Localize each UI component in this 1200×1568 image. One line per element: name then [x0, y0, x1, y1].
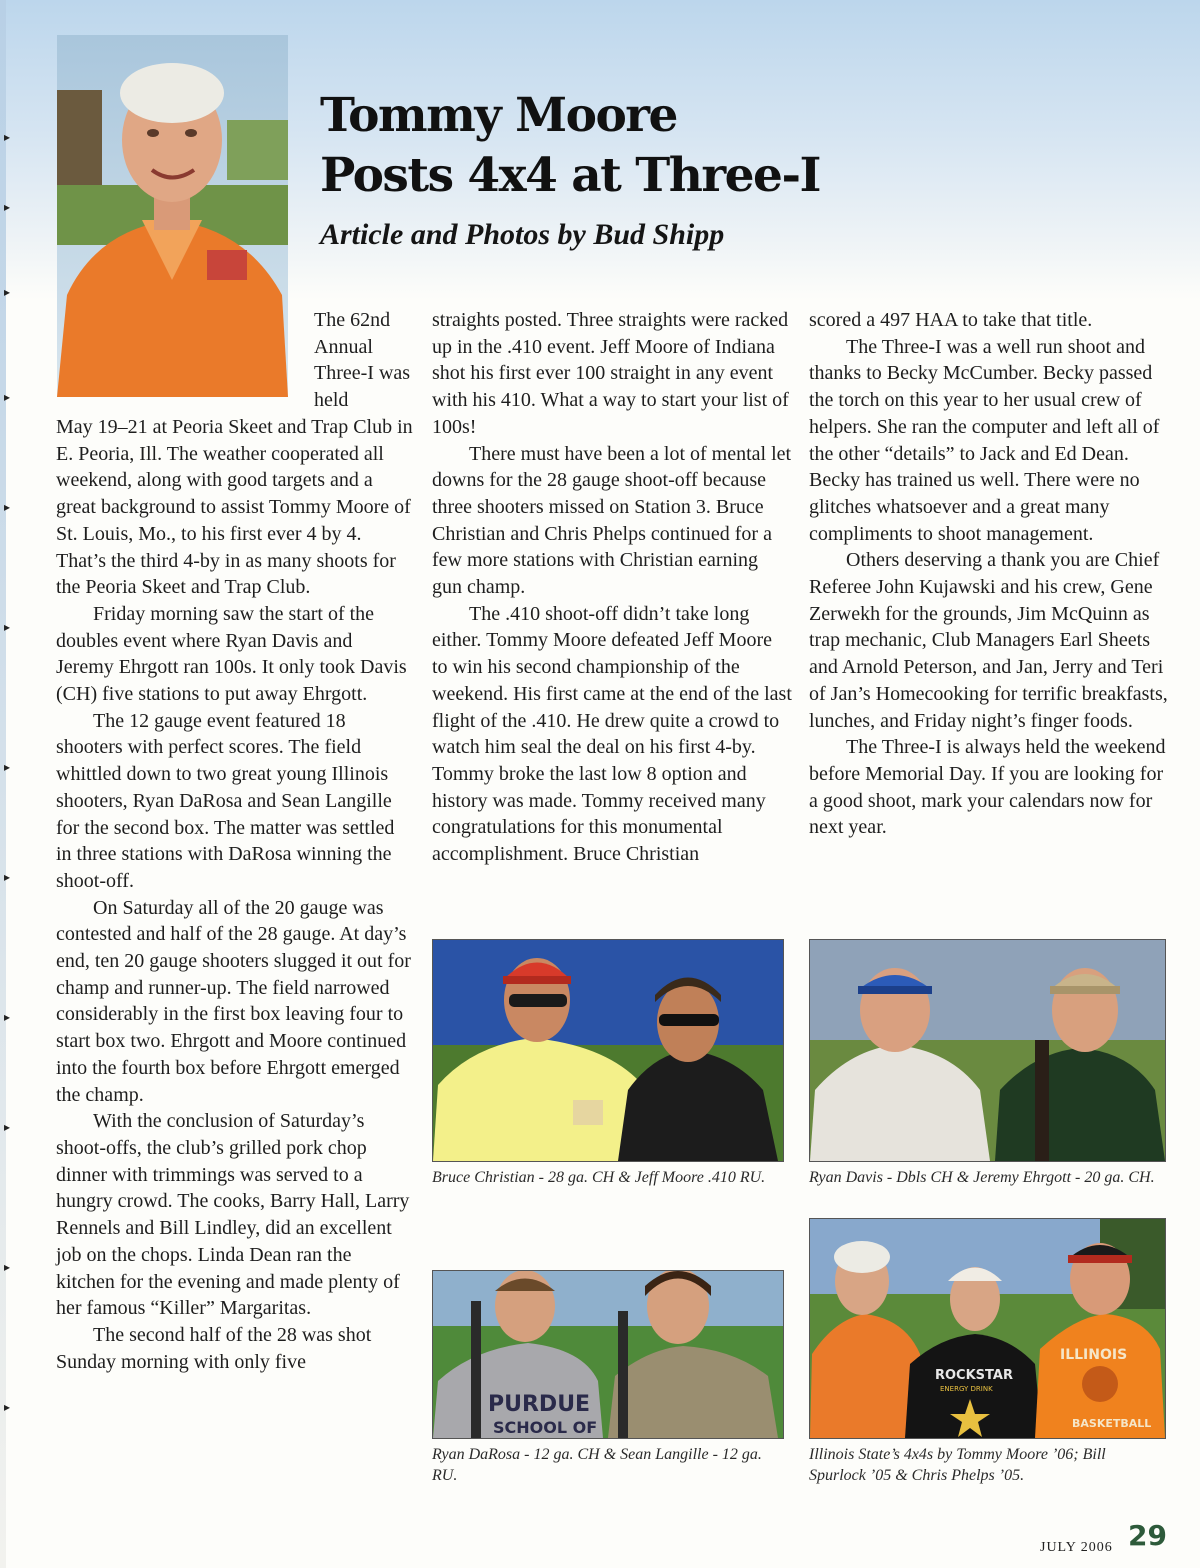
- photo-illinois-4x4-shooters: [809, 1218, 1166, 1439]
- photo-caption: Bruce Christian - 28 ga. CH & Jeff Moore .410 RU.: [432, 1169, 766, 1186]
- photo-ryan-darosa-sean-langille: [432, 1270, 784, 1439]
- body-paragraph: On Saturday all of the 20 gauge was contested and half of the 28 gauge. At day’s end, ten 20 gauge shooters slugged it out for champ and runner-up. The field narrowed considerably in the first box leaving four to start box two. Ehrgott and Moore continued into the fourth box before Ehrgott emerged the champ.: [56, 896, 411, 1106]
- article-title-line2: Posts 4x4 at Three-I: [320, 148, 820, 203]
- body-paragraph: The second half of the 28 was shot Sunday morning with only five: [56, 1323, 372, 1373]
- photo-bruce-christian-jeff-moore: [432, 939, 784, 1162]
- body-paragraph: The Three-I is always held the weekend before Memorial Day. If you are looking for a good shoot, mark your calendars now for next year.: [809, 736, 1166, 839]
- page-edge: [0, 0, 6, 1568]
- body-paragraph: The .410 shoot-off didn’t take long either. Tommy Moore defeated Jeff Moore to win his second championship of the weekend. His first came at the end of the last flight of the .410. He drew quite a crowd to watch him seal the deal on his first 4-by. Tommy broke the last low 8 option and history was made. Tommy received many congratulations for this monumental accomplishment. Bruce Christian: [432, 602, 792, 866]
- body-paragraph: May 19–21 at Peoria Skeet and Trap Club in E. Peoria, Ill. The weather cooperated all weekend, along with good targets and a great background to assist Tommy Moore of St. Louis, Mo., to his first ever 4 by 4. That’s the third 4-by in as many shoots for the Peoria Skeet and Trap Club.: [56, 416, 413, 599]
- page-number: 29: [1128, 1519, 1167, 1552]
- column-1-wrap: [314, 307, 414, 414]
- photo-caption: Ryan DaRosa - 12 ga. CH & Sean Langille - 12 ga. RU.: [432, 1446, 762, 1484]
- body-paragraph: The Three-I was a well run shoot and thanks to Becky McCumber. Becky passed the torch on this year to her usual crew of helpers. She ran the computer and left all of the other “details” to Jack and Ed Dean. Becky has trained us well. There were no glitches whatsoever and a great many compliments to shoot management.: [809, 335, 1160, 545]
- body-paragraph: Others deserving a thank you are Chief Referee John Kujawski and his crew, Gene Zerwekh for the grounds, Jim McQuinn as trap mechanic, Club Managers Earl Sheets and Arnold Peterson, and Jan, Jerry and Teri of Jan’s Homecooking for terrific breakfasts, lunches, and Friday night’s finger foods.: [809, 549, 1168, 732]
- shirt-text: SCHOOL OF: [493, 1418, 598, 1437]
- shirt-text: ILLINOIS: [1060, 1347, 1128, 1363]
- body-paragraph: With the conclusion of Saturday’s shoot-offs, the club’s grilled pork chop dinner with trimmings was served to a hungry crowd. The cooks, Barry Hall, Larry Rennels and Bill Lindley, did an excellent job on the chops. Linda Dean ran the kitchen for the evening and made plenty of her famous “Killer” Margaritas.: [56, 1110, 410, 1320]
- portrait-photo-tommy-moore: [57, 35, 288, 397]
- shirt-text: ROCKSTAR: [935, 1368, 1013, 1383]
- issue-date: JULY 2006: [1040, 1540, 1113, 1555]
- article-byline: Article and Photos by Bud Shipp: [320, 218, 725, 251]
- photo-ryan-davis-jeremy-ehrgott: [809, 939, 1166, 1162]
- body-paragraph: The 12 gauge event featured 18 shooters with perfect scores. The field whittled down to two great young Illinois shooters, Ryan DaRosa and Sean Langille for the second box. The matter was settled in three stations with DaRosa winning the shoot-off.: [56, 709, 395, 892]
- shirt-text: ENERGY DRINK: [940, 1385, 993, 1393]
- photo-caption: Ryan Davis - Dbls CH & Jeremy Ehrgott - 20 ga. CH.: [809, 1169, 1155, 1186]
- photo-caption: Illinois State’s 4x4s by Tommy Moore ’06; Bill Spurlock ’05 & Chris Phelps ’05.: [809, 1446, 1106, 1484]
- body-paragraph: straights posted. Three straights were racked up in the .410 event. Jeff Moore of Indiana shot his first ever 100 straight in any event with his 410. What a way to start your list of 100s!: [432, 309, 789, 438]
- body-paragraph: scored a 497 HAA to take that title.: [809, 309, 1093, 331]
- shirt-text: PURDUE: [488, 1392, 591, 1417]
- article-title-line1: Tommy Moore: [320, 88, 677, 143]
- body-paragraph: The 62nd Annual Three-I was held: [314, 309, 411, 412]
- shirt-text: BASKETBALL: [1072, 1417, 1152, 1430]
- body-paragraph: There must have been a lot of mental let downs for the 28 gauge shoot-off because three shooters missed on Station 3. Bruce Christian and Chris Phelps continued for a few more stations with Christian earning gun champ.: [432, 442, 792, 599]
- column-1: [56, 414, 414, 1375]
- article-title: [320, 86, 920, 206]
- column-2: [432, 307, 792, 868]
- body-paragraph: Friday morning saw the start of the doubles event where Ryan Davis and Jeremy Ehrgott ran 100s. It only took Davis (CH) five stations to put away Ehrgott.: [56, 602, 407, 706]
- column-3: [809, 307, 1174, 841]
